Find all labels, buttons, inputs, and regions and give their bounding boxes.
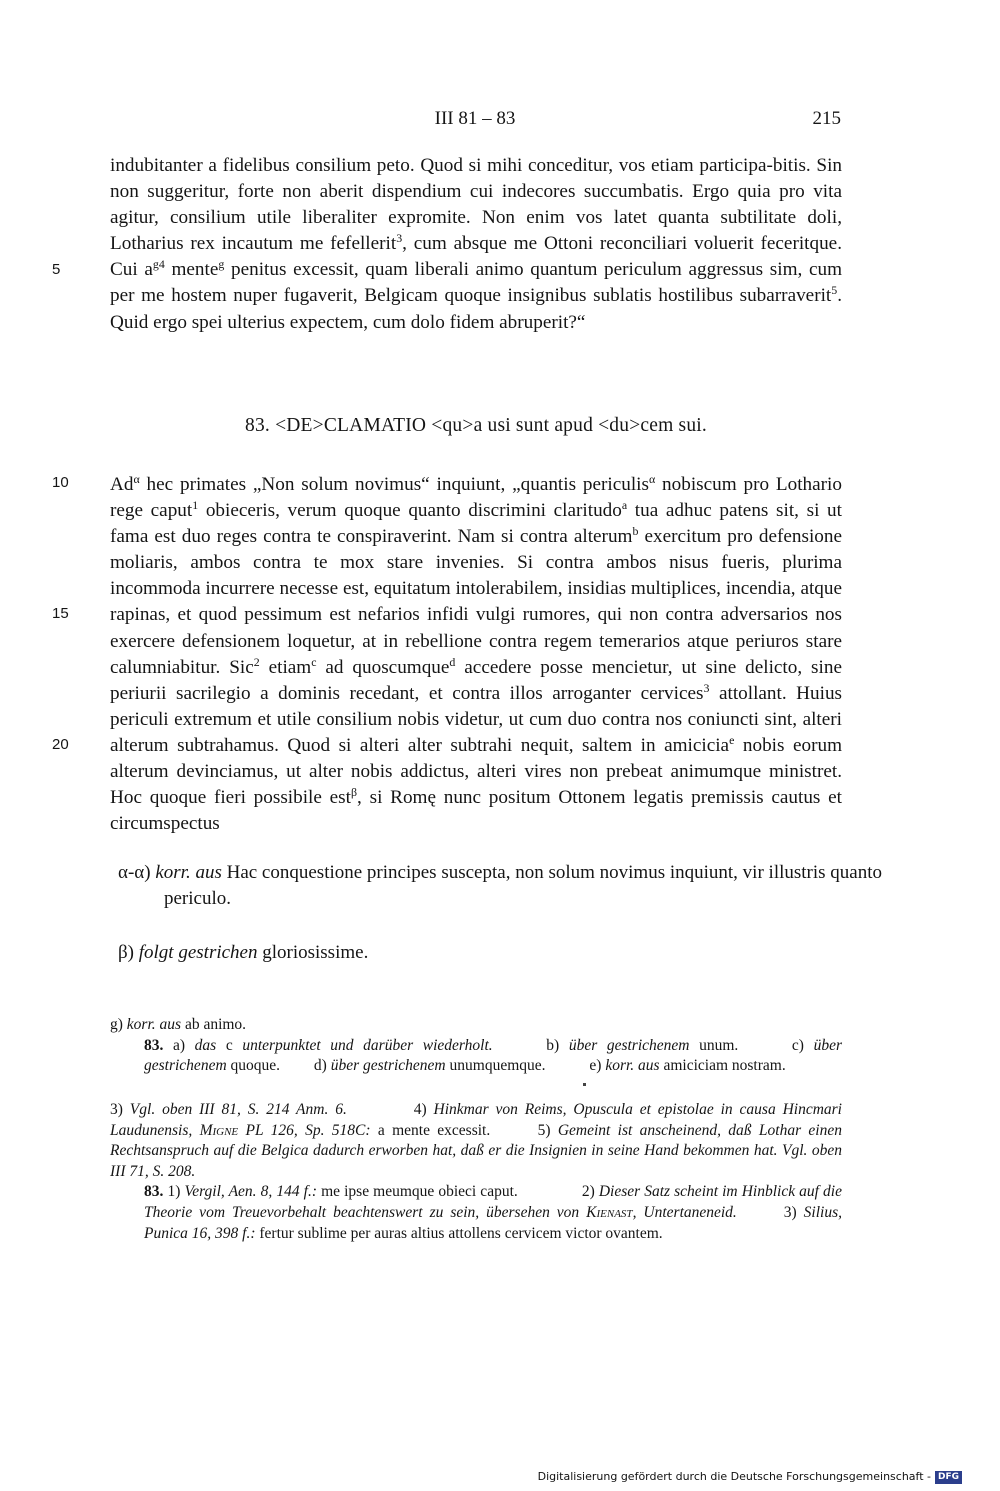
page-number: 215 bbox=[812, 108, 841, 129]
body-text-block-2 bbox=[110, 472, 842, 837]
line-number: 20 bbox=[52, 736, 69, 753]
body-text-block-1 bbox=[110, 153, 842, 336]
textual-notes-ch83: 83. a) das c unterpunktet und darüber wiederholt. b) über gestrichenem unum. c) über gestrichenem quoque. d) über gestrichenem unumquemque. e) korr. aus amiciciam nostram. bbox=[144, 1036, 842, 1075]
dfg-logo: DFG bbox=[935, 1471, 962, 1484]
digitization-note bbox=[538, 1470, 962, 1484]
digitization-text: Digitalisierung gefördert durch die Deutsche Forschungsgemeinschaft - bbox=[537, 1470, 931, 1483]
apparatus-note-beta: β) folgt gestrichen gloriosissime. bbox=[118, 942, 369, 963]
line-number: 10 bbox=[52, 474, 69, 491]
textual-note-g: g) korr. aus ab animo. bbox=[110, 1016, 247, 1033]
line-number: 5 bbox=[52, 261, 61, 278]
commentary-notes-ch83: 83. 1) Vergil, Aen. 8, 144 f.: me ipse meumque obieci caput. 2) Dieser Satz scheint im Hinblick auf die Theorie vom Treuevorbehalt beachtenswert zu sein, übersehen von Kienast, Untertaneneid. 3) Silius, Punica 16, 398 f.: fertur sublime per auras altius attollens cervicem victor ovantem. bbox=[144, 1183, 842, 1242]
running-title: III 81 – 83 bbox=[434, 108, 516, 129]
chapter-heading: 83. <DE>CLAMATIO <qu>a usi sunt apud <du>cem sui. bbox=[245, 415, 707, 436]
body-paragraph: indubitanter a fidelibus consilium peto. Quod si mihi conceditur, vos etiam participa-bitis. Sin non suggeritur, forte non aberit dispendium cui indecores succumbatis. Ergo quia pro vita agitur, consilium utile liberaliter expromite. Non enim vos latet quanta subtilitate doli, Lotharius rex incautum me fefellerit$^3$, cum absque me Ottoni reconciliari voluerit feceritque. Cui $a^{g4}$ mente$^g$ penitus excessit, quam liberali animo quantum periculum aggressus sim, cum per me hostem nuper fugaverit, Belgicam quoque insignibus sublatis hostilibus subarraverit$^5$. Quid ergo spei ulterius expectem, cum dolo fidem abruperit?“ bbox=[110, 155, 842, 333]
separator-dot bbox=[583, 1083, 586, 1086]
commentary-notes bbox=[110, 1100, 842, 1244]
textual-notes bbox=[110, 1015, 842, 1077]
apparatus-note-alpha: α-α) korr. aus Hac conquestione principes suscepta, non solum novimus inquiunt, vir illustris quanto periculo. bbox=[118, 862, 883, 909]
commentary-notes-ch82: 3) Vgl. oben III 81, S. 214 Anm. 6. 4) Hinkmar von Reims, Opuscula et epistolae in causa Hincmari Laudunensis, Migne PL 126, Sp. 518C: a mente excessit. 5) Gemeint ist anscheinend, daß Lothar einen Rechtsanspruch auf die Belgica dadurch erworben hat, daß er die Insignien in seine Hand bekommen hat. Vgl. oben III 71, S. 208. bbox=[110, 1101, 842, 1180]
running-head bbox=[0, 108, 1000, 136]
body-paragraph: $Ad^\alpha$ hec primates „Non solum novimus“ inquiunt, „quantis periculis$^\alpha$ nobiscum pro Lothario rege caput$^1$ obieceris, verum quoque quanto discrimini claritudo$^a$ tua adhuc patens sit, si ut fama est duo reges contra te conspiraverint. Nam si contra alterum$^b$ exercitum pro defensione moliaris, ambos contra te mox stare invenies. Si contra ambos nisus fueris, plurima incommoda incurrere necesse est, equitatum intolerabilem, insidias multiplices, incendia, atque rapinas, et quod pessimum est nefarios infidi vulgi rumores, qui non contra adversarios nos exercere defensionem loquetur, at in rebellione contra regem temerarios atque periuros stare calumniabitur. Sic$^2$ etiam$^c$ ad quoscumque$^d$ accedere posse mencietur, ut sine delicto, sine periurii sacrilegio a dominis recedant, et contra illos arroganter cervices$^3$ attollant. Huius periculi extremum et utile consilium nobis videtur, ut cum duo contra nos coniuncti sint, alteri alterum subtrahamus. Quod si alteri alter subtrahi nequit, saltem in amicicia$^e$ nobis eorum alterum devinciamus, ut alter nobis addictus, alteri vires non prebeat animumque ministret. Hoc quoque fieri possibile est$^\beta$, si Romę nunc positum Ottonem legatis premissis cautus et circumspectus bbox=[110, 471, 843, 835]
line-number: 15 bbox=[52, 605, 69, 622]
